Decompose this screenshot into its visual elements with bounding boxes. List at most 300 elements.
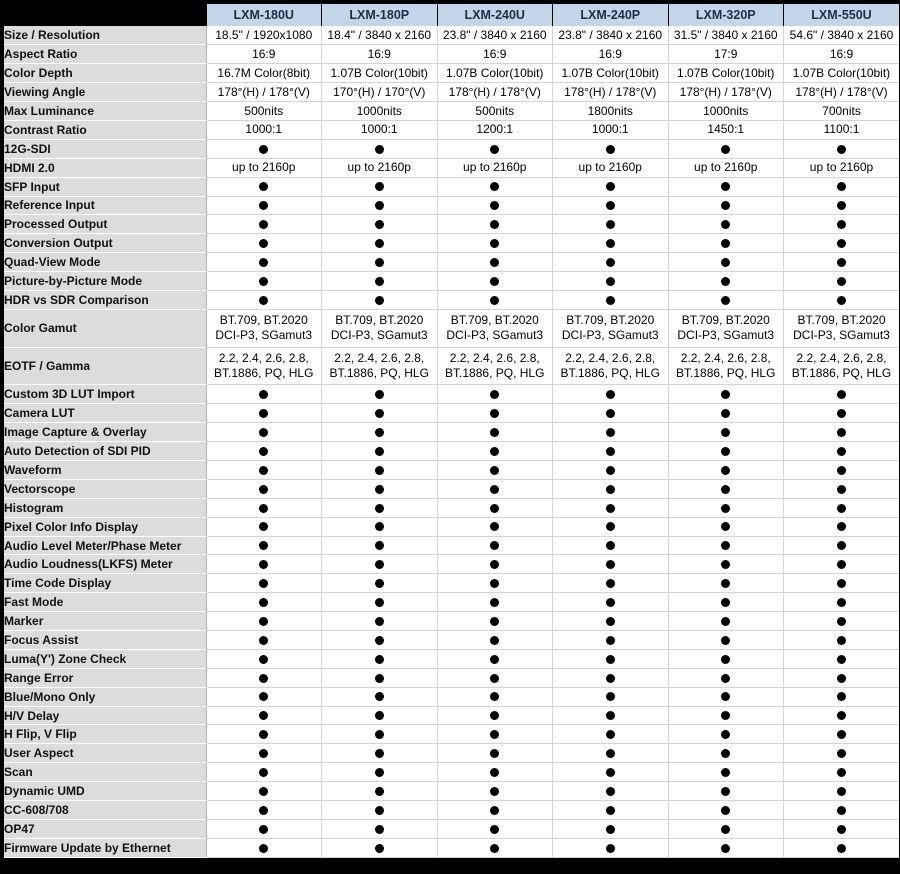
supported-dot-icon	[259, 390, 268, 399]
supported-dot-icon	[375, 806, 384, 815]
table-row	[4, 404, 899, 423]
spec-cell	[437, 347, 553, 385]
table-row	[4, 763, 899, 782]
spec-cell	[668, 687, 784, 706]
spec-cell	[206, 196, 322, 215]
table-row	[4, 631, 899, 650]
spec-cell	[206, 593, 322, 612]
table-row	[4, 215, 899, 234]
spec-cell	[437, 517, 553, 536]
feature-label: Waveform	[4, 461, 206, 480]
supported-dot-icon	[490, 674, 499, 683]
supported-dot-icon	[259, 655, 268, 664]
supported-dot-icon	[490, 579, 499, 588]
spec-cell	[784, 139, 900, 158]
supported-dot-icon	[837, 258, 846, 267]
spec-value-line: DCI-P3, SGamut3	[677, 328, 775, 343]
spec-cell	[784, 234, 900, 253]
spec-cell	[322, 309, 438, 347]
spec-value-line: BT.1886, PQ, HLG	[445, 366, 545, 381]
feature-label: Image Capture & Overlay	[4, 423, 206, 442]
spec-value: 1100:1	[823, 122, 860, 137]
supported-dot-icon	[721, 692, 730, 701]
spec-value: up to 2160p	[809, 160, 874, 175]
supported-dot-icon	[837, 296, 846, 305]
spec-value: 1.07B Color(10bit)	[446, 65, 544, 80]
supported-dot-icon	[259, 447, 268, 456]
spec-cell	[322, 158, 438, 177]
supported-dot-icon	[375, 296, 384, 305]
table-row	[4, 536, 899, 555]
spec-cell	[784, 725, 900, 744]
table-row	[4, 479, 899, 498]
spec-cell	[437, 215, 553, 234]
spec-cell	[322, 819, 438, 838]
spec-value: 16:9	[483, 46, 507, 61]
spec-cell	[553, 536, 669, 555]
spec-cell	[553, 45, 669, 64]
table-row	[4, 461, 899, 480]
spec-cell	[206, 612, 322, 631]
spec-cell	[206, 706, 322, 725]
supported-dot-icon	[837, 749, 846, 758]
spec-cell	[668, 442, 784, 461]
supported-dot-icon	[721, 806, 730, 815]
spec-cell	[668, 801, 784, 820]
supported-dot-icon	[490, 692, 499, 701]
supported-dot-icon	[375, 466, 384, 475]
spec-cell	[553, 744, 669, 763]
spec-value: 178°(H) / 178°(V)	[217, 84, 310, 99]
spec-cell	[437, 26, 553, 45]
supported-dot-icon	[375, 541, 384, 550]
spec-value-line: 2.2, 2.4, 2.6, 2.8,	[449, 351, 540, 366]
supported-dot-icon	[490, 711, 499, 720]
spec-cell	[437, 838, 553, 857]
spec-cell	[668, 782, 784, 801]
spec-cell	[668, 574, 784, 593]
spec-cell	[553, 102, 669, 121]
spec-cell	[437, 706, 553, 725]
spec-cell	[784, 461, 900, 480]
spec-value: 16:9	[367, 46, 391, 61]
spec-cell	[437, 385, 553, 404]
table-row	[4, 442, 899, 461]
supported-dot-icon	[375, 617, 384, 626]
spec-cell	[206, 819, 322, 838]
spec-cell	[784, 253, 900, 272]
spec-cell	[553, 442, 669, 461]
spec-cell	[784, 158, 900, 177]
supported-dot-icon	[259, 617, 268, 626]
model-header: LXM-180U	[206, 4, 322, 26]
spec-value-line: 2.2, 2.4, 2.6, 2.8,	[218, 351, 309, 366]
spec-cell	[784, 45, 900, 64]
supported-dot-icon	[490, 844, 499, 853]
spec-cell	[784, 385, 900, 404]
spec-cell	[322, 272, 438, 291]
spec-cell	[206, 423, 322, 442]
table-row	[4, 347, 899, 385]
spec-value-line: DCI-P3, SGamut3	[793, 328, 890, 343]
feature-label: Color Depth	[4, 64, 206, 83]
spec-cell	[206, 517, 322, 536]
supported-dot-icon	[259, 768, 268, 777]
supported-dot-icon	[606, 428, 615, 437]
table-row	[4, 574, 899, 593]
supported-dot-icon	[490, 466, 499, 475]
supported-dot-icon	[837, 182, 846, 191]
table-row	[4, 612, 899, 631]
supported-dot-icon	[375, 825, 384, 834]
spec-cell	[437, 555, 553, 574]
spec-cell	[322, 649, 438, 668]
spec-cell	[322, 139, 438, 158]
feature-label: HDR vs SDR Comparison	[4, 290, 206, 309]
spec-cell	[322, 45, 438, 64]
spec-cell	[437, 819, 553, 838]
feature-label: Viewing Angle	[4, 83, 206, 102]
spec-cell	[206, 64, 322, 83]
spec-cell	[437, 763, 553, 782]
table-header	[4, 4, 899, 26]
supported-dot-icon	[375, 560, 384, 569]
feature-label: Quad-View Mode	[4, 253, 206, 272]
supported-dot-icon	[721, 617, 730, 626]
spec-cell	[668, 536, 784, 555]
supported-dot-icon	[721, 182, 730, 191]
spec-cell	[553, 687, 669, 706]
supported-dot-icon	[490, 806, 499, 815]
spec-cell	[206, 347, 322, 385]
spec-cell	[437, 498, 553, 517]
supported-dot-icon	[259, 711, 268, 720]
spec-cell	[668, 309, 784, 347]
spec-cell	[437, 479, 553, 498]
supported-dot-icon	[259, 220, 268, 229]
spec-cell	[322, 763, 438, 782]
supported-dot-icon	[606, 145, 615, 154]
spec-cell	[553, 272, 669, 291]
spec-value-line: BT.709, BT.2020	[219, 313, 308, 328]
spec-cell	[206, 555, 322, 574]
spec-cell	[668, 555, 784, 574]
table-row	[4, 838, 899, 857]
spec-cell	[322, 782, 438, 801]
spec-cell	[553, 196, 669, 215]
spec-cell	[553, 612, 669, 631]
table-row	[4, 385, 899, 404]
spec-value: up to 2160p	[463, 160, 527, 175]
spec-cell	[784, 612, 900, 631]
spec-value-line: BT.1886, PQ, HLG	[214, 366, 314, 381]
supported-dot-icon	[837, 768, 846, 777]
spec-cell	[322, 215, 438, 234]
supported-dot-icon	[837, 201, 846, 210]
spec-cell	[784, 631, 900, 650]
spec-cell	[322, 479, 438, 498]
supported-dot-icon	[375, 277, 384, 286]
spec-cell	[206, 668, 322, 687]
supported-dot-icon	[837, 504, 846, 513]
supported-dot-icon	[490, 390, 499, 399]
feature-label: Time Code Display	[4, 574, 206, 593]
spec-cell	[553, 517, 669, 536]
supported-dot-icon	[606, 182, 615, 191]
supported-dot-icon	[837, 692, 846, 701]
spec-value: 17:9	[714, 46, 738, 61]
table-row	[4, 649, 899, 668]
supported-dot-icon	[259, 692, 268, 701]
supported-dot-icon	[721, 239, 730, 248]
supported-dot-icon	[606, 579, 615, 588]
spec-cell	[206, 26, 322, 45]
table-row	[4, 593, 899, 612]
spec-value: 18.4" / 3840 x 2160	[327, 27, 432, 42]
supported-dot-icon	[490, 145, 499, 154]
spec-cell	[322, 404, 438, 423]
supported-dot-icon	[375, 749, 384, 758]
spec-cell	[206, 838, 322, 857]
spec-cell	[553, 838, 669, 857]
spec-value: 16.7M Color(8bit)	[217, 65, 311, 80]
spec-value: 1000:1	[245, 122, 283, 137]
supported-dot-icon	[606, 390, 615, 399]
spec-value-line: BT.709, BT.2020	[450, 313, 539, 328]
spec-cell	[668, 64, 784, 83]
spec-value: 16:9	[829, 46, 854, 61]
spec-comparison-table	[4, 4, 899, 858]
spec-cell	[784, 574, 900, 593]
spec-cell	[206, 120, 322, 139]
spec-cell	[322, 593, 438, 612]
feature-label: SFP Input	[4, 177, 206, 196]
supported-dot-icon	[375, 787, 384, 796]
spec-value: 170°(H) / 170°(V)	[333, 84, 426, 99]
supported-dot-icon	[606, 768, 615, 777]
spec-cell	[206, 479, 322, 498]
spec-cell	[206, 290, 322, 309]
supported-dot-icon	[375, 409, 384, 418]
spec-value-line: BT.709, BT.2020	[566, 313, 655, 328]
spec-cell	[322, 725, 438, 744]
supported-dot-icon	[721, 560, 730, 569]
supported-dot-icon	[721, 145, 730, 154]
spec-value: 16:9	[252, 46, 276, 61]
supported-dot-icon	[490, 277, 499, 286]
supported-dot-icon	[721, 787, 730, 796]
spec-cell	[668, 819, 784, 838]
supported-dot-icon	[837, 730, 846, 739]
spec-cell	[206, 801, 322, 820]
supported-dot-icon	[375, 692, 384, 701]
supported-dot-icon	[721, 485, 730, 494]
supported-dot-icon	[721, 277, 730, 286]
supported-dot-icon	[490, 768, 499, 777]
spec-cell	[668, 290, 784, 309]
spec-cell	[322, 196, 438, 215]
table-row	[4, 158, 899, 177]
spec-value: 16:9	[598, 46, 622, 61]
feature-label: CC-608/708	[4, 801, 206, 820]
table-row	[4, 272, 899, 291]
spec-cell	[322, 631, 438, 650]
spec-cell	[437, 404, 553, 423]
spec-cell	[668, 120, 784, 139]
feature-label: Max Luminance	[4, 102, 206, 121]
feature-label: EOTF / Gamma	[4, 347, 206, 385]
spec-cell	[322, 536, 438, 555]
spec-cell	[784, 819, 900, 838]
table-row	[4, 309, 899, 347]
supported-dot-icon	[490, 182, 499, 191]
spec-value-line: BT.1886, PQ, HLG	[676, 366, 776, 381]
feature-label: Scan	[4, 763, 206, 782]
supported-dot-icon	[259, 258, 268, 267]
spec-cell	[437, 120, 553, 139]
supported-dot-icon	[837, 598, 846, 607]
supported-dot-icon	[490, 749, 499, 758]
supported-dot-icon	[375, 844, 384, 853]
supported-dot-icon	[375, 239, 384, 248]
feature-label: Fast Mode	[4, 593, 206, 612]
spec-cell	[553, 706, 669, 725]
feature-label: Luma(Y') Zone Check	[4, 649, 206, 668]
spec-value: up to 2160p	[347, 160, 411, 175]
supported-dot-icon	[606, 730, 615, 739]
spec-value: up to 2160p	[694, 160, 758, 175]
supported-dot-icon	[259, 277, 268, 286]
spec-cell	[553, 139, 669, 158]
spec-cell	[784, 706, 900, 725]
supported-dot-icon	[837, 409, 846, 418]
model-header: LXM-320P	[668, 4, 784, 26]
spec-cell	[437, 687, 553, 706]
supported-dot-icon	[375, 598, 384, 607]
supported-dot-icon	[259, 145, 268, 154]
supported-dot-icon	[837, 239, 846, 248]
supported-dot-icon	[490, 504, 499, 513]
spec-cell	[553, 158, 669, 177]
supported-dot-icon	[721, 541, 730, 550]
supported-dot-icon	[721, 598, 730, 607]
spec-cell	[553, 385, 669, 404]
spec-cell	[206, 536, 322, 555]
table-row	[4, 744, 899, 763]
table-row	[4, 102, 899, 121]
spec-cell	[322, 423, 438, 442]
supported-dot-icon	[837, 825, 846, 834]
spec-cell	[784, 309, 900, 347]
spec-cell	[553, 479, 669, 498]
supported-dot-icon	[606, 655, 615, 664]
supported-dot-icon	[259, 541, 268, 550]
supported-dot-icon	[837, 806, 846, 815]
spec-cell	[553, 120, 669, 139]
spec-cell	[437, 177, 553, 196]
spec-cell	[322, 26, 438, 45]
spec-value: 1800nits	[587, 103, 633, 118]
spec-cell	[437, 442, 553, 461]
spec-cell	[668, 102, 784, 121]
feature-label: 12G-SDI	[4, 139, 206, 158]
spec-value: 1200:1	[476, 122, 514, 137]
supported-dot-icon	[259, 182, 268, 191]
spec-cell	[437, 102, 553, 121]
supported-dot-icon	[837, 220, 846, 229]
spec-cell	[668, 423, 784, 442]
supported-dot-icon	[606, 560, 615, 569]
supported-dot-icon	[721, 579, 730, 588]
supported-dot-icon	[721, 466, 730, 475]
table-row	[4, 64, 899, 83]
feature-label: User Aspect	[4, 744, 206, 763]
supported-dot-icon	[837, 636, 846, 645]
supported-dot-icon	[721, 296, 730, 305]
feature-label: H/V Delay	[4, 706, 206, 725]
spec-cell	[206, 45, 322, 64]
supported-dot-icon	[375, 730, 384, 739]
feature-label: OP47	[4, 819, 206, 838]
supported-dot-icon	[259, 579, 268, 588]
supported-dot-icon	[490, 560, 499, 569]
table-row	[4, 26, 899, 45]
supported-dot-icon	[721, 409, 730, 418]
spec-value: 54.6" / 3840 x 2160	[789, 27, 894, 42]
spec-cell	[553, 347, 669, 385]
supported-dot-icon	[606, 692, 615, 701]
supported-dot-icon	[721, 447, 730, 456]
supported-dot-icon	[490, 598, 499, 607]
spec-cell	[322, 801, 438, 820]
spec-cell	[668, 744, 784, 763]
supported-dot-icon	[490, 617, 499, 626]
supported-dot-icon	[606, 825, 615, 834]
supported-dot-icon	[606, 201, 615, 210]
spec-cell	[437, 83, 553, 102]
supported-dot-icon	[259, 409, 268, 418]
supported-dot-icon	[375, 428, 384, 437]
spec-cell	[206, 631, 322, 650]
supported-dot-icon	[721, 711, 730, 720]
spec-value-line: DCI-P3, SGamut3	[330, 328, 428, 343]
spec-cell	[553, 763, 669, 782]
supported-dot-icon	[606, 296, 615, 305]
spec-cell	[553, 668, 669, 687]
supported-dot-icon	[490, 655, 499, 664]
spec-cell	[553, 234, 669, 253]
spec-value-line: BT.1886, PQ, HLG	[329, 366, 429, 381]
spec-cell	[206, 404, 322, 423]
spec-cell	[784, 536, 900, 555]
supported-dot-icon	[490, 730, 499, 739]
table-row	[4, 196, 899, 215]
supported-dot-icon	[606, 787, 615, 796]
spec-value-line: 2.2, 2.4, 2.6, 2.8,	[680, 351, 771, 366]
spec-cell	[668, 234, 784, 253]
spec-cell	[206, 309, 322, 347]
spec-cell	[206, 139, 322, 158]
spec-cell	[322, 706, 438, 725]
spec-cell	[553, 725, 669, 744]
table-row	[4, 253, 899, 272]
supported-dot-icon	[259, 504, 268, 513]
spec-cell	[206, 498, 322, 517]
spec-cell	[784, 744, 900, 763]
spec-value: 1.07B Color(10bit)	[561, 65, 659, 80]
spec-cell	[668, 498, 784, 517]
spec-cell	[784, 272, 900, 291]
